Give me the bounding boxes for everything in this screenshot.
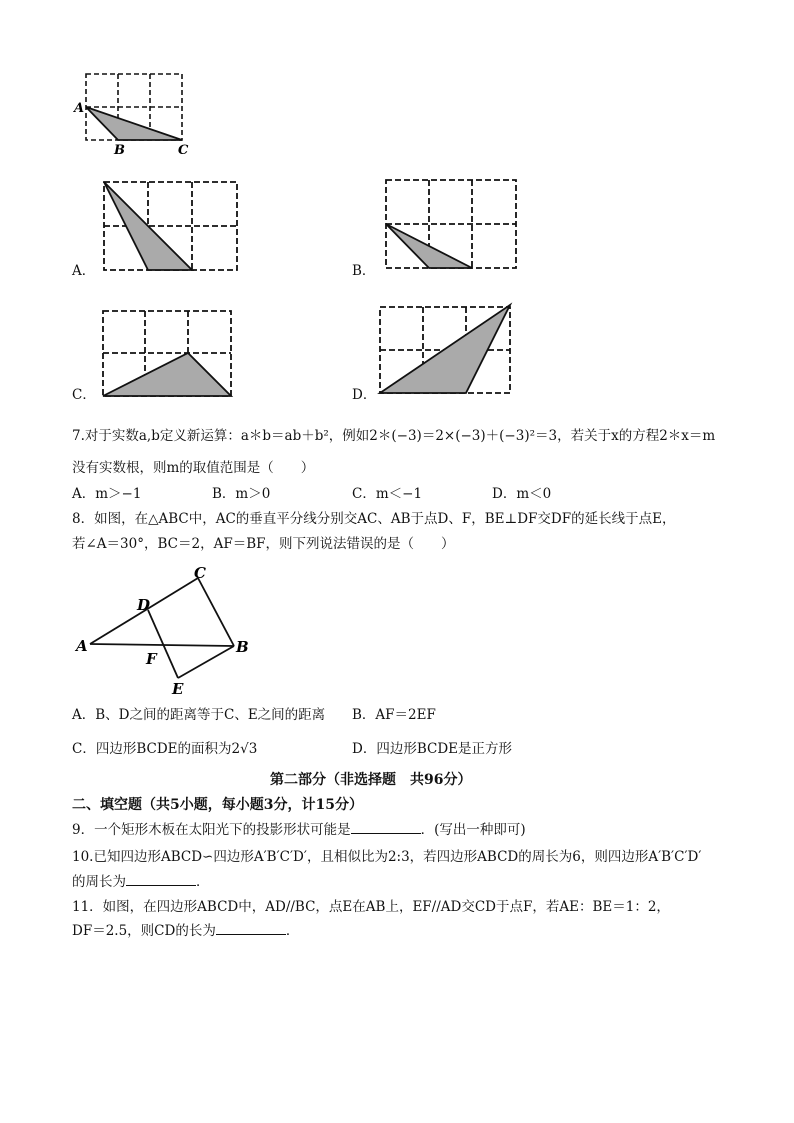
q8-line1: 8．如图，在△ABC中，AC的垂直平分线分别交AC、AB于点D、F，BE⊥DF交DF的延长线于点E，	[72, 511, 676, 527]
label-a: A	[74, 101, 85, 116]
q7-option-b: B．m＞0	[212, 486, 271, 502]
q9-suffix: ．(写出一种即可)	[420, 822, 526, 838]
option-c-figure	[100, 308, 235, 400]
q10-stem: 的周长为	[72, 874, 126, 890]
q8-label-f: F	[146, 650, 157, 668]
q7-line1: 7.对于实数a,b定义新运算：a＊b＝ab＋b²，例如2＊(−3)＝2×(−3)＋(−3)²＝3，若关于x的方程2＊x＝m	[72, 428, 716, 444]
option-a-figure	[100, 178, 245, 274]
q7-option-a: A．m＞−1	[72, 486, 142, 502]
option-d-triangle	[380, 305, 510, 393]
example-triangle	[86, 107, 182, 140]
q11-line2	[72, 922, 299, 940]
q8-option-d: D．四边形BCDE是正方形	[352, 741, 513, 757]
q8-option-b: B．AF＝2EF	[352, 707, 436, 723]
q8-label-d: D	[137, 596, 151, 614]
q8-label-c: C	[194, 564, 206, 582]
q11-stem: DF＝2.5，则CD的长为	[72, 923, 216, 939]
option-c-triangle	[103, 353, 231, 396]
label-c: C	[178, 143, 189, 158]
q7-option-d: D．m＜0	[492, 486, 552, 502]
q9-text	[72, 821, 526, 839]
q8-figure	[74, 562, 264, 698]
option-d-label: D．	[352, 387, 377, 403]
q8-option-a: A．B、D之间的距离等于C、E之间的距离	[72, 707, 326, 723]
q8-line2: 若∠A＝30°，BC＝2，AF＝BF，则下列说法错误的是（ ）	[72, 536, 455, 552]
q10-line1: 10.已知四边形ABCD∽四边形A′B′C′D′，且相似比为2:3，若四边形ABCD的周长为6，则四边形A′B′C′D′	[72, 849, 702, 865]
q9-stem: 9．一个矩形木板在太阳光下的投影形状可能是	[72, 822, 351, 838]
q8-option-c: C．四边形BCDE的面积为2√3	[72, 741, 258, 757]
q10-line2	[72, 873, 210, 891]
q8-label-a: A	[76, 637, 88, 655]
q11-suffix: ．	[285, 923, 300, 939]
part2-title: 第二部分（非选择题 共96分）	[270, 772, 472, 788]
q7-line2: 没有实数根，则m的取值范围是（ ）	[72, 460, 315, 476]
q11-line1: 11．如图，在四边形ABCD中，AD//BC，点E在AB上，EF//AD交CD于点F，若AE：BE＝1：2，	[72, 899, 670, 915]
section-fill-blank: 二、填空题（共5小题，每小题3分，计15分）	[72, 797, 363, 813]
option-b-figure	[382, 178, 522, 274]
q9-answer-blank[interactable]	[351, 821, 421, 834]
example-figure	[70, 70, 200, 160]
q8-label-b: B	[236, 638, 249, 656]
option-a-label: A．	[72, 263, 96, 279]
q7-option-c: C．m＜−1	[352, 486, 423, 502]
label-b: B	[114, 143, 125, 158]
q11-answer-blank[interactable]	[216, 922, 286, 935]
q10-answer-blank[interactable]	[126, 873, 196, 886]
option-d-figure	[376, 302, 516, 398]
option-b-label: B．	[352, 263, 376, 279]
option-c-label: C．	[72, 387, 96, 403]
q8-label-e: E	[172, 680, 184, 698]
q10-suffix: ．	[196, 874, 210, 890]
